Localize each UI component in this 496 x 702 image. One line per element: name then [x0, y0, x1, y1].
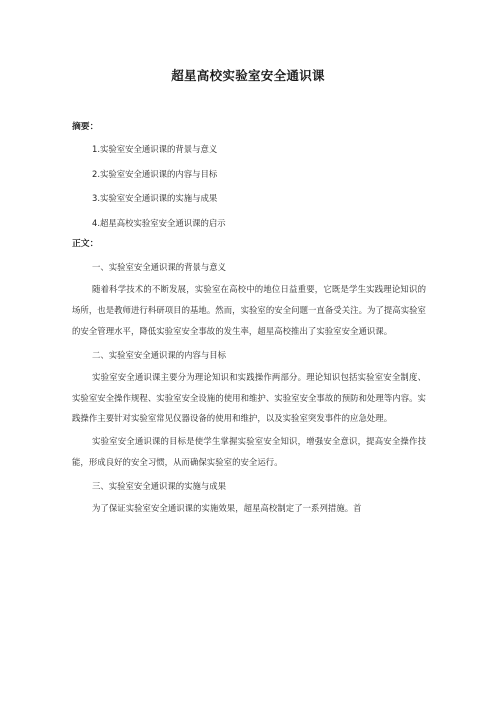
body-paragraph: 实验室安全通识课主要分为理论知识和实践操作两部分。理论知识包括实验室安全制度、实验室安全操作规程、实验室安全设施的使用和维护、实验室安全事故的预防和处理等内容。实践操作主要针对实验室常见仪器设备的使用和维护，以及实验室突发事件的应急处理。: [72, 372, 426, 424]
abstract-list: [72, 137, 426, 235]
body-paragraph: 实验室安全通识课的目标是使学生掌握实验室安全知识，增强安全意识，提高安全操作技能，形成良好的安全习惯，从而确保实验室的安全运行。: [72, 435, 426, 467]
abstract-item: 1.实验室安全通识课的背景与意义: [92, 144, 218, 154]
document-title: 超星高校实验室安全通识课: [171, 68, 325, 83]
body-label: 正文：: [72, 239, 99, 250]
section-heading: 一、实验室安全通识课的背景与意义: [92, 262, 226, 273]
abstract-item: 4.超星高校实验室安全通识课的启示: [92, 217, 226, 228]
abstract-label: 摘要：: [72, 122, 99, 132]
abstract-item: 2.实验室安全通识课的内容与目标: [92, 168, 218, 179]
body-paragraph: 为了保证实验室安全通识课的实施效果，超星高校制定了一系列措施。首: [92, 503, 362, 514]
body-paragraph: 随着科学技术的不断发展，实验室在高校中的地位日益重要，它既是学生实践理论知识的场所，也是教师进行科研项目的基地。然而，实验室的安全问题一直备受关注。为了提高实验室的安全管理水平，降低实验室安全事故的发生率，超星高校推出了实验室安全通识课。: [72, 284, 426, 336]
abstract-item: 3.实验室安全通识课的实施与成果: [92, 193, 218, 204]
document-content: [72, 120, 426, 521]
section-heading: 三、实验室安全通识课的实施与成果: [92, 481, 226, 492]
section-heading: 二、实验室安全通识课的内容与目标: [92, 350, 226, 361]
